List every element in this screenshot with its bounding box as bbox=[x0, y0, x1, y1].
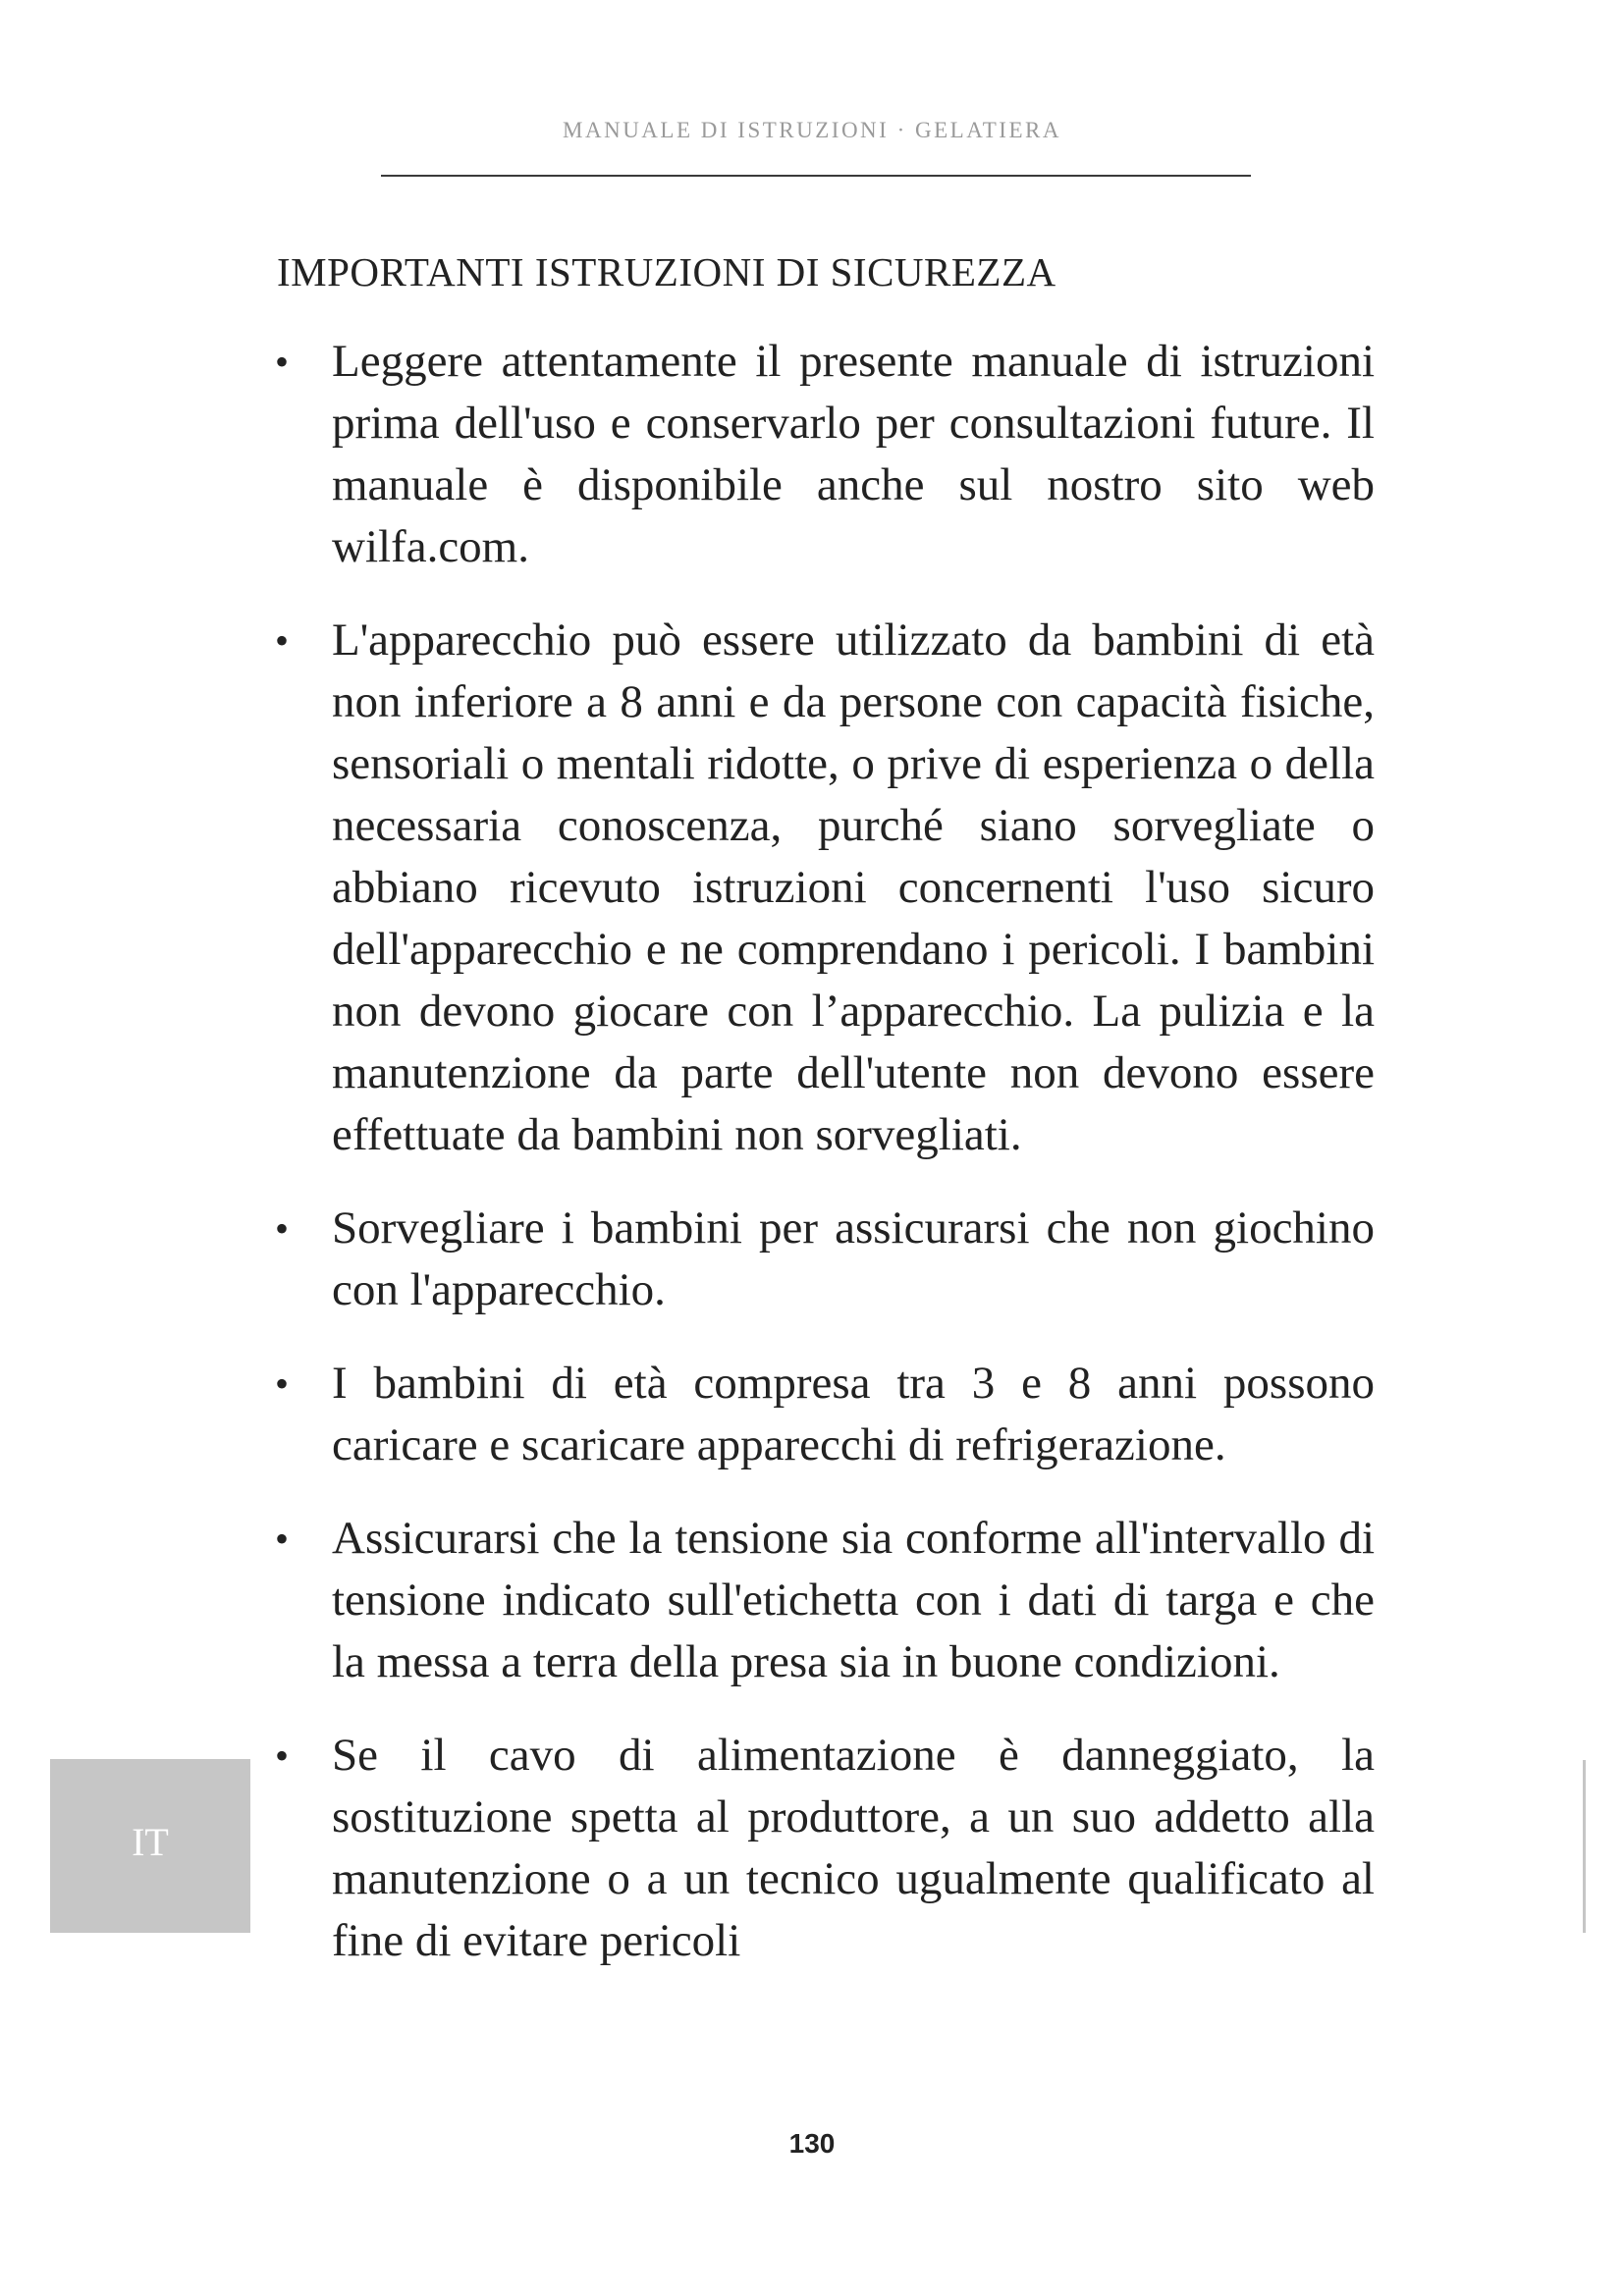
list-item-text: Sorvegliare i bambini per assicurarsi che non giochino con l'apparecchio. bbox=[332, 1202, 1375, 1315]
running-header: MANUALE DI ISTRUZIONI · GELATIERA bbox=[563, 118, 1061, 142]
bullet-icon: • bbox=[275, 340, 290, 384]
bullet-icon: • bbox=[275, 618, 290, 663]
language-tab: IT bbox=[50, 1759, 250, 1933]
list-item bbox=[275, 1353, 1375, 1476]
bullet-icon: • bbox=[275, 1734, 290, 1778]
list-item bbox=[275, 1725, 1375, 1972]
list-item-text: Assicurarsi che la tensione sia conforme all'intervallo di tensione indicato sull'etichetta con i dati di targa e che la messa a terra della presa sia in buone condizioni. bbox=[332, 1513, 1375, 1687]
bullet-icon: • bbox=[275, 1362, 290, 1406]
page-number: 130 bbox=[788, 2128, 836, 2159]
safety-instructions-list bbox=[275, 331, 1375, 2003]
list-item-text: I bambini di età compresa tra 3 e 8 anni possono caricare e scaricare apparecchi di refrigerazione. bbox=[332, 1358, 1375, 1470]
list-item-text: L'apparecchio può essere utilizzato da bambini di età non inferiore a 8 anni e da persone con capacità fisiche, sensoriali o mentali ridotte, o prive di esperienza o della necessaria conoscenza, purché siano sorvegliate o abbiano ricevuto istruzioni concernenti l'uso sicuro dell'apparecchio e ne comprendano i pericoli. I bambini non devono giocare con l’apparecchio. La pulizia e la manutenzione da parte dell'utente non devono essere effettuate da bambini non sorvegliati. bbox=[332, 614, 1375, 1160]
list-item-text: Leggere attentamente il presente manuale di istruzioni prima dell'uso e conservarlo per consultazioni future. Il manuale è disponibile anche sul nostro sito web wilfa.com. bbox=[332, 336, 1375, 572]
side-marker bbox=[1583, 1760, 1586, 1933]
list-item bbox=[275, 610, 1375, 1166]
list-item bbox=[275, 331, 1375, 578]
section-title: IMPORTANTI ISTRUZIONI DI SICUREZZA bbox=[277, 249, 1056, 294]
list-item bbox=[275, 1508, 1375, 1693]
bullet-icon: • bbox=[275, 1517, 290, 1561]
header-divider bbox=[381, 175, 1251, 177]
list-item-text: Se il cavo di alimentazione è danneggiato, la sostituzione spetta al produttore, a un suo addetto alla manutenzione o a un tecnico ugualmente qualificato al fine di evitare pericoli bbox=[332, 1730, 1375, 1966]
bullet-icon: • bbox=[275, 1206, 290, 1251]
list-item bbox=[275, 1198, 1375, 1321]
